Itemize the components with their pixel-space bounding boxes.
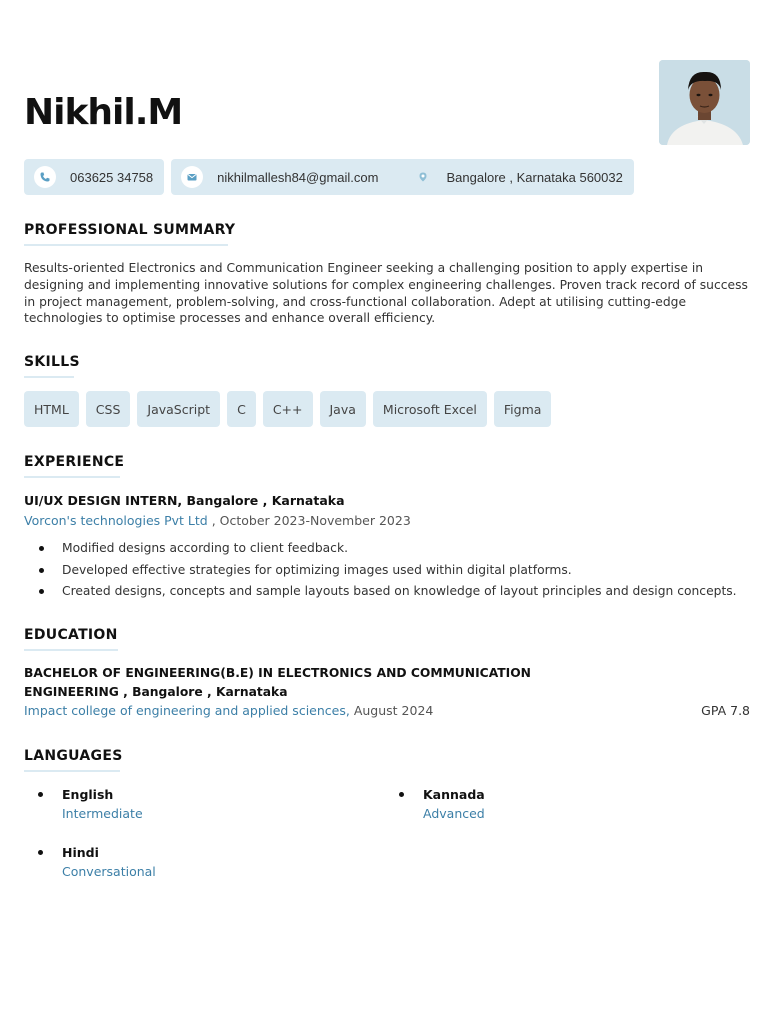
bullet-icon	[38, 792, 43, 797]
skill-tag: C	[227, 391, 256, 427]
summary-heading: PROFESSIONAL SUMMARY	[24, 222, 236, 238]
experience-heading: EXPERIENCE	[24, 454, 125, 470]
languages-underline	[24, 770, 120, 772]
language-name: Kannada	[423, 787, 485, 802]
graduation-date: August 2024	[349, 703, 434, 718]
skill-tag: HTML	[24, 391, 79, 427]
language-english	[62, 786, 143, 823]
experience-underline	[24, 476, 120, 478]
job-role: UI/UX DESIGN INTERN, Bangalore , Karnataka	[24, 493, 345, 508]
language-name: English	[62, 787, 114, 802]
phone-icon	[34, 166, 56, 188]
language-hindi	[62, 844, 156, 881]
candidate-name: Nikhil.M	[24, 92, 183, 133]
skill-tag: JavaScript	[137, 391, 220, 427]
college-name: Impact college of engineering and applied sciences,	[24, 703, 350, 718]
email-icon	[181, 166, 203, 188]
list-item: Modified designs according to client feedback.	[24, 539, 737, 561]
language-kannada	[423, 786, 485, 823]
list-item: Developed effective strategies for optimizing images used within digital platforms.	[24, 561, 737, 583]
degree-line-2: ENGINEERING , Bangalore , Karnataka	[24, 685, 288, 699]
company-line	[24, 513, 411, 528]
phone-number: 063625 34758	[70, 169, 154, 185]
languages-heading: LANGUAGES	[24, 748, 123, 764]
contact-row	[24, 159, 634, 195]
summary-underline	[24, 244, 228, 246]
profile-photo	[659, 60, 750, 145]
skill-tag: Figma	[494, 391, 552, 427]
language-level: Conversational	[62, 864, 156, 879]
skill-tag: CSS	[86, 391, 131, 427]
profile-photo-icon	[659, 60, 750, 145]
email-location-chip	[171, 159, 634, 195]
language-name: Hindi	[62, 845, 99, 860]
email-address: nikhilmallesh84@gmail.com	[217, 169, 379, 185]
skills-heading: SKILLS	[24, 354, 80, 370]
skills-list	[24, 391, 551, 427]
language-level: Intermediate	[62, 806, 143, 821]
skill-tag: C++	[263, 391, 313, 427]
summary-text: Results-oriented Electronics and Communication Engineer seeking a challenging position to apply expertise in designing and implementing innovative solutions for complex engineering challenges. Proven track record of success in project management, problem-solving, and cross-functional collaboration. Adept at utilising cutting-edge technologies to optimise processes and enhance overall efficiency.	[24, 261, 748, 326]
location-icon	[412, 166, 434, 188]
language-level: Advanced	[423, 806, 485, 821]
skill-tag: Java	[320, 391, 366, 427]
location-text: Bangalore , Karnataka 560032	[446, 169, 623, 185]
list-item: Created designs, concepts and sample layouts based on knowledge of layout principles and design concepts.	[24, 582, 737, 604]
bullet-icon	[399, 792, 404, 797]
skills-underline	[24, 376, 74, 378]
job-dates: , October 2023-November 2023	[207, 513, 411, 528]
education-heading: EDUCATION	[24, 627, 118, 643]
education-underline	[24, 649, 118, 651]
degree-title	[24, 664, 544, 702]
company-name: Vorcon's technologies Pvt Ltd	[24, 513, 208, 528]
skill-tag: Microsoft Excel	[373, 391, 487, 427]
experience-bullets	[24, 539, 737, 604]
college-line	[24, 703, 433, 718]
bullet-icon	[38, 850, 43, 855]
degree-line-1: BACHELOR OF ENGINEERING(B.E) IN ELECTRONICS AND COMMUNICATION	[24, 666, 531, 680]
phone-chip	[24, 159, 164, 195]
gpa: GPA 7.8	[701, 703, 750, 718]
